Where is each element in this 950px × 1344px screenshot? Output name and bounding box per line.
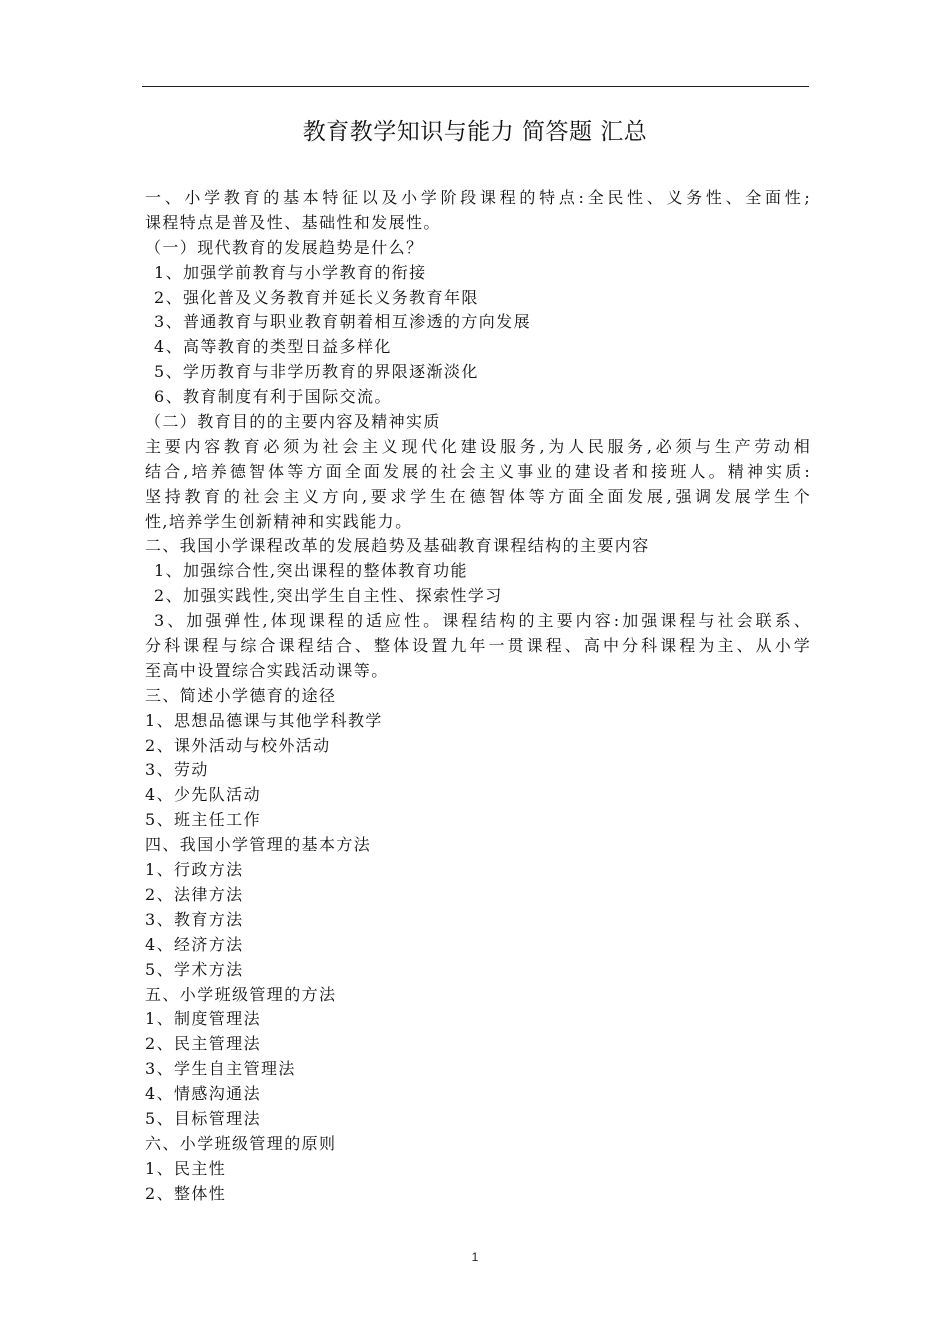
text-line: 1、加强学前教育与小学教育的衔接 (154, 262, 427, 282)
text-line: 3、学生自主管理法 (145, 1059, 296, 1079)
text-line: 3、教育方法 (145, 909, 244, 929)
text-line: 性,培养学生创新精神和实践能力。 (145, 511, 413, 531)
text-line: 一、小学教育的基本特征以及小学阶段课程的特点:全民性、义务性、全面性; (145, 188, 810, 207)
text-line: 五、小学班级管理的方法 (145, 984, 337, 1004)
text-line: 1、思想品德课与其他学科教学 (145, 710, 383, 730)
document-body (145, 186, 810, 1207)
page-number: 1 (471, 1250, 479, 1264)
text-line: 1、行政方法 (145, 860, 244, 880)
text-line: 三、简述小学德育的途径 (145, 685, 337, 705)
text-line: 二、我国小学课程改革的发展趋势及基础教育课程结构的主要内容 (145, 536, 650, 556)
text-line: 2、法律方法 (145, 884, 244, 904)
text-line: 3、加强弹性,体现课程的适应性。课程结构的主要内容:加强课程与社会联系、 (154, 611, 810, 631)
text-line: 四、我国小学管理的基本方法 (145, 835, 372, 855)
text-line: 结合,培养德智体等方面全面发展的社会主义事业的建设者和接班人。精神实质: (145, 461, 810, 481)
text-line: 2、整体性 (145, 1183, 227, 1203)
text-line: 4、情感沟通法 (145, 1084, 261, 1104)
text-line: 1、加强综合性,突出课程的整体教育功能 (154, 561, 468, 581)
text-line: 主要内容教育必须为社会主义现代化建设服务,为人民服务,必须与生产劳动相 (145, 436, 810, 456)
text-line: 1、民主性 (145, 1158, 227, 1178)
text-line: 2、强化普及义务教育并延长义务教育年限 (154, 287, 479, 307)
text-line: 5、目标管理法 (145, 1108, 261, 1128)
text-line: 5、班主任工作 (145, 810, 261, 830)
text-line: 1、制度管理法 (145, 1009, 261, 1029)
text-line: 至高中设置综合实践活动课等。 (145, 660, 389, 680)
text-line: 2、民主管理法 (145, 1034, 261, 1054)
header-rule (142, 86, 809, 87)
text-line: （一）现代教育的发展趋势是什么？ (145, 237, 424, 257)
text-line: 5、学术方法 (145, 959, 244, 979)
text-line: 3、普通教育与职业教育朝着相互渗透的方向发展 (154, 312, 531, 332)
text-line: 4、少先队活动 (145, 785, 261, 805)
text-line: 4、高等教育的类型日益多样化 (154, 337, 392, 357)
text-line: 4、经济方法 (145, 934, 244, 954)
text-line: 2、加强实践性,突出学生自主性、探索性学习 (154, 586, 503, 606)
text-line: 3、劳动 (145, 760, 209, 780)
text-line: （二）教育目的的主要内容及精神实质 (145, 412, 441, 432)
text-line: 坚持教育的社会主义方向,要求学生在德智体等方面全面发展,强调发展学生个 (145, 486, 810, 506)
text-line: 5、学历教育与非学历教育的界限逐渐淡化 (154, 362, 479, 382)
text-line: 课程特点是普及性、基础性和发展性。 (145, 212, 441, 232)
text-line: 分科课程与综合课程结合、整体设置九年一贯课程、高中分科课程为主、从小学 (145, 636, 810, 656)
text-line: 六、小学班级管理的原则 (145, 1133, 337, 1153)
page-title: 教育教学知识与能力 简答题 汇总 (302, 119, 648, 145)
text-line: 6、教育制度有利于国际交流。 (154, 387, 392, 407)
text-line: 2、课外活动与校外活动 (145, 735, 331, 755)
